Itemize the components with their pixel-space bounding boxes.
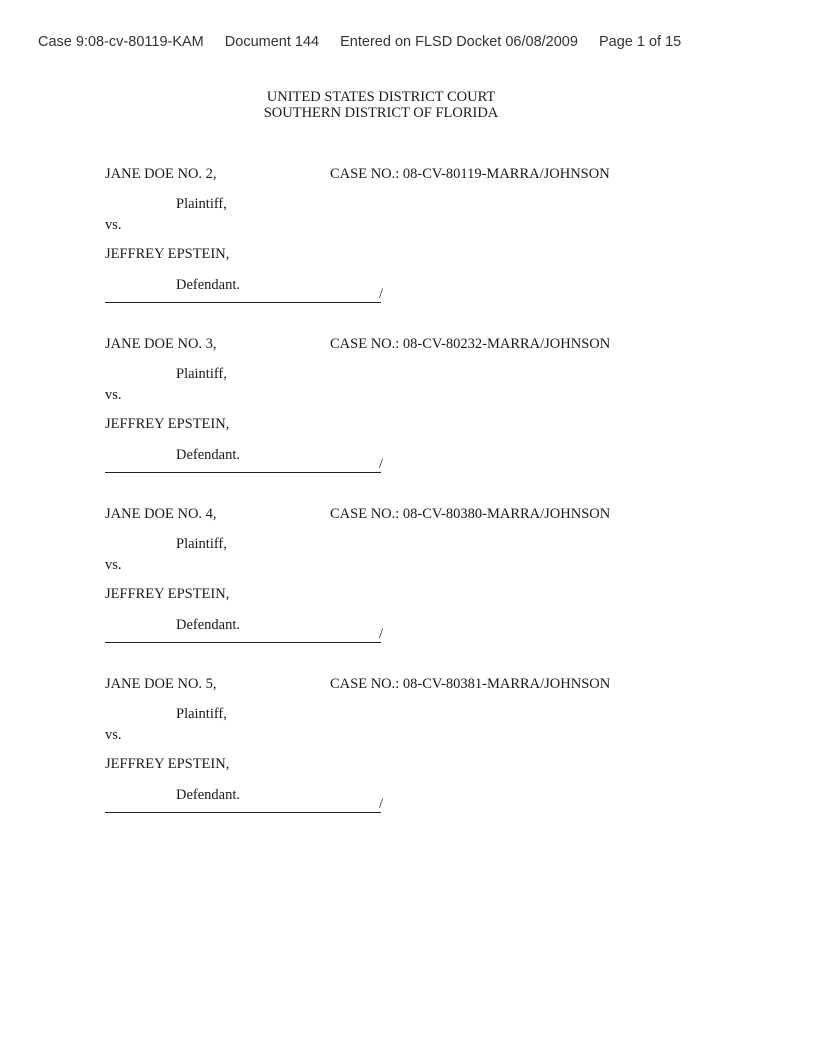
case-number: CASE NO.: 08-CV-80380-MARRA/JOHNSON [330,506,611,522]
versus: vs. [105,217,122,233]
caption-rule [105,302,381,303]
defendant-label: Defendant. [176,787,241,803]
case-number: CASE NO.: 08-CV-80119-MARRA/JOHNSON [330,166,610,182]
case-caption [0,166,816,306]
defendant-label: Defendant. [176,447,241,463]
case-number-header: Case 9:08-cv-80119-KAM [38,34,204,50]
plaintiff-name: JANE DOE NO. 2, [105,166,217,182]
entered-date: Entered on FLSD Docket 06/08/2009 [340,34,578,50]
versus: vs. [105,387,122,403]
court-name: UNITED STATES DISTRICT COURT [266,89,496,105]
caption-rule [105,642,381,643]
case-number: CASE NO.: 08-CV-80232-MARRA/JOHNSON [330,336,611,352]
plaintiff-name: JANE DOE NO. 5, [105,676,217,692]
case-caption [0,676,816,816]
defendant-name: JEFFREY EPSTEIN, [105,756,230,772]
plaintiff-name: JANE DOE NO. 3, [105,336,217,352]
case-caption [0,336,816,476]
plaintiff-label: Plaintiff, [176,706,227,722]
defendant-name: JEFFREY EPSTEIN, [105,246,230,262]
defendant-label: Defendant. [176,277,241,293]
caption-rule [105,812,381,813]
caption-slash: / [379,626,384,642]
plaintiff-label: Plaintiff, [176,536,227,552]
plaintiff-name: JANE DOE NO. 4, [105,506,217,522]
versus: vs. [105,727,122,743]
document-number: Document 144 [224,34,320,50]
caption-rule [105,472,381,473]
defendant-name: JEFFREY EPSTEIN, [105,586,230,602]
plaintiff-label: Plaintiff, [176,196,227,212]
versus: vs. [105,557,122,573]
caption-slash: / [379,796,384,812]
defendant-name: JEFFREY EPSTEIN, [105,416,230,432]
court-district: SOUTHERN DISTRICT OF FLORIDA [263,105,499,121]
case-caption [0,506,816,646]
docket-header [38,34,698,50]
plaintiff-label: Plaintiff, [176,366,227,382]
case-number: CASE NO.: 08-CV-80381-MARRA/JOHNSON [330,676,611,692]
page-count: Page 1 of 15 [598,34,682,50]
caption-slash: / [379,286,384,302]
defendant-label: Defendant. [176,617,241,633]
caption-slash: / [379,456,384,472]
